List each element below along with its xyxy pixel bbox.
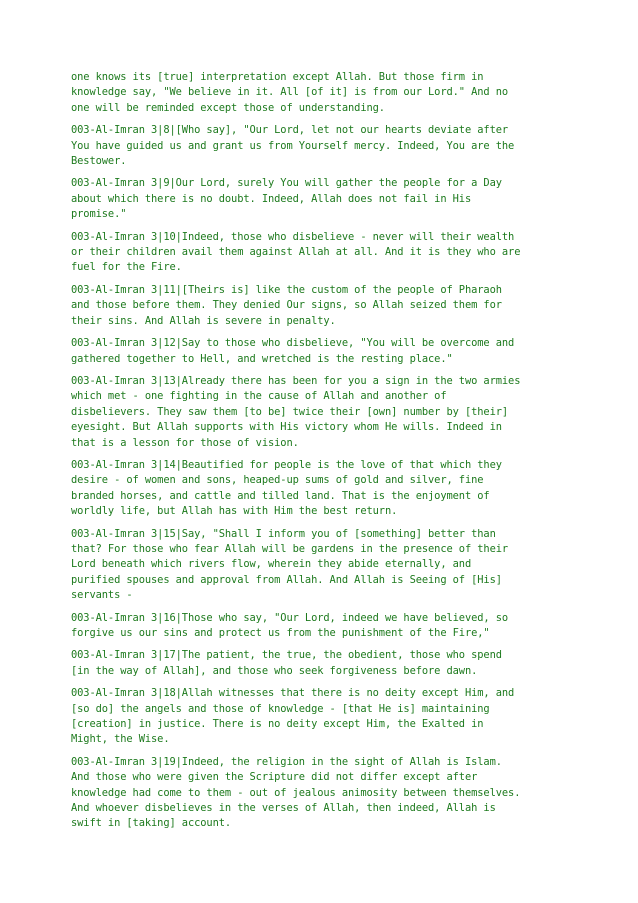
verse-paragraph: 003-Al-Imran 3|8|[Who say], "Our Lord, let not our hearts deviate after You have guided us and grant us from Yourself mercy. Indeed, You are the Bestower. [71,124,515,168]
verse-paragraph: 003-Al-Imran 3|11|[Theirs is] like the custom of the people of Pharaoh and those before them. They denied Our signs, so Allah seized them for their sins. And Allah is severe in penalty. [71,283,502,327]
verse-paragraph: 003-Al-Imran 3|12|Say to those who disbelieve, "You will be overcome and gathered together to Hell, and wretched is the resting place." [71,337,515,365]
verse-paragraph: 003-Al-Imran 3|15|Say, "Shall I inform you of [something] better than that? For those who fear Allah will be gardens in the presence of their Lord beneath which rivers flow, wherein they abide eternally, and purified spouses and approval from Allah. And Allah is Seeing of [His] servants - [71,527,509,602]
verse-paragraph: 003-Al-Imran 3|19|Indeed, the religion in the sight of Allah is Islam. And those who were given the Scripture did not differ except after knowledge had come to them - out of jealous animosity between themselves. And whoever disbelieves in the verses of Allah, then indeed, Allah is swift in [taking] account. [71,755,521,830]
verse-paragraph: 003-Al-Imran 3|13|Already there has been for you a sign in the two armies which met - one fighting in the cause of Allah and another of disbelievers. They saw them [to be] twice their [own] number by [their] eyesight. But Allah supports with His victory whom He wills. Indeed in that is a lesson for those of vision. [71,374,521,449]
verse-paragraph: 003-Al-Imran 3|18|Allah witnesses that there is no deity except Him, and [so do] the angels and those of knowledge - [that He is] maintaining [creation] in justice. There is no deity except Him, the Exalted in Might, the Wise. [71,687,515,746]
verse-paragraph: 003-Al-Imran 3|14|Beautified for people is the love of that which they desire - of women and sons, heaped-up sums of gold and silver, fine branded horses, and cattle and tilled land. That is the enjoyment of worldly life, but Allah has with Him the best return. [71,458,502,518]
verse-paragraph: 003-Al-Imran 3|9|Our Lord, surely You will gather the people for a Day about which there is no doubt. Indeed, Allah does not fail in His promise." [71,177,502,221]
verse-paragraph: 003-Al-Imran 3|16|Those who say, "Our Lord, indeed we have believed, so forgive us our sins and protect us from the punishment of the Fire," [71,611,509,639]
verse-paragraph: one knows its [true] interpretation except Allah. But those firm in knowledge say, "We believe in it. All [of it] is from our Lord." And no one will be reminded except those of understanding. [71,71,509,114]
document-page [71,70,571,839]
verse-paragraph: 003-Al-Imran 3|10|Indeed, those who disbelieve - never will their wealth or their children avail them against Allah at all. And it is they who are fuel for the Fire. [71,230,521,274]
verse-paragraph: 003-Al-Imran 3|17|The patient, the true, the obedient, those who spend [in the way of Allah], and those who seek forgiveness before dawn. [71,649,502,677]
